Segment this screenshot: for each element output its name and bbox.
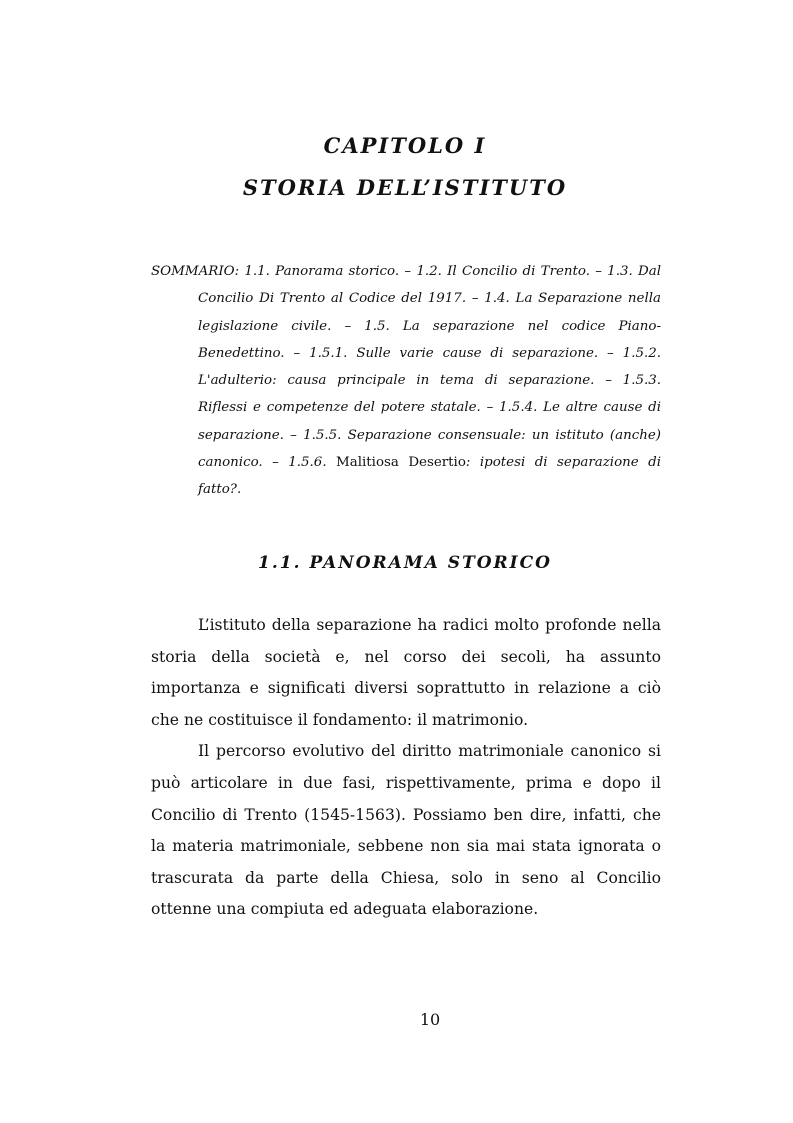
summary-text-part1: 1.1. Panorama storico. – 1.2. Il Concilio di Trento. – 1.3. Dal Concilio Di Trento al Codice del 1917. – 1.4. La Separazione nella legislazione civile. – 1.5. La separazione nel codice Piano-Benedettino. – 1.5.1. Sulle varie cause di separazione. – 1.5.2. L'adulterio: causa principale in tema di separazione. – 1.5.3. Riflessi e competenze del potere statale. – 1.5.4. Le altre cause di separazione. – 1.5.5. Separazione consensuale: un istituto (anche) canonico. – 1.5.6.	[198, 264, 661, 471]
body-text	[151, 610, 661, 926]
summary-latin-term: Malitiosa Desertio	[336, 455, 466, 471]
paragraph-2: Il percorso evolutivo del diritto matrimoniale canonico si può articolare in due fasi, rispettivamente, prima e dopo il Concilio di Trento (1545-1563). Possiamo ben dire, infatti, che la materia matrimoniale, sebbene non sia mai stata ignorata o trascurata da parte della Chiesa, solo in seno al Concilio ottenne una compiuta ed adeguata elaborazione.	[151, 742, 661, 919]
summary-text-part2: : ipotesi di separazione di fatto?.	[198, 455, 661, 498]
page-number: 10	[419, 1010, 441, 1029]
chapter-number: CAPITOLO I	[323, 133, 487, 158]
paragraph-1: L’istituto della separazione ha radici molto profonde nella storia della società e, nel corso dei secoli, ha assunto importanza e significati diversi soprattutto in relazione a ciò che ne costituisce il fondamento: il matrimonio.	[151, 616, 661, 729]
section-heading: 1.1. PANORAMA STORICO	[258, 553, 552, 573]
chapter-summary	[151, 258, 661, 504]
summary-label: SOMMARIO:	[151, 264, 240, 279]
chapter-title: STORIA DELL’ISTITUTO	[242, 175, 568, 200]
